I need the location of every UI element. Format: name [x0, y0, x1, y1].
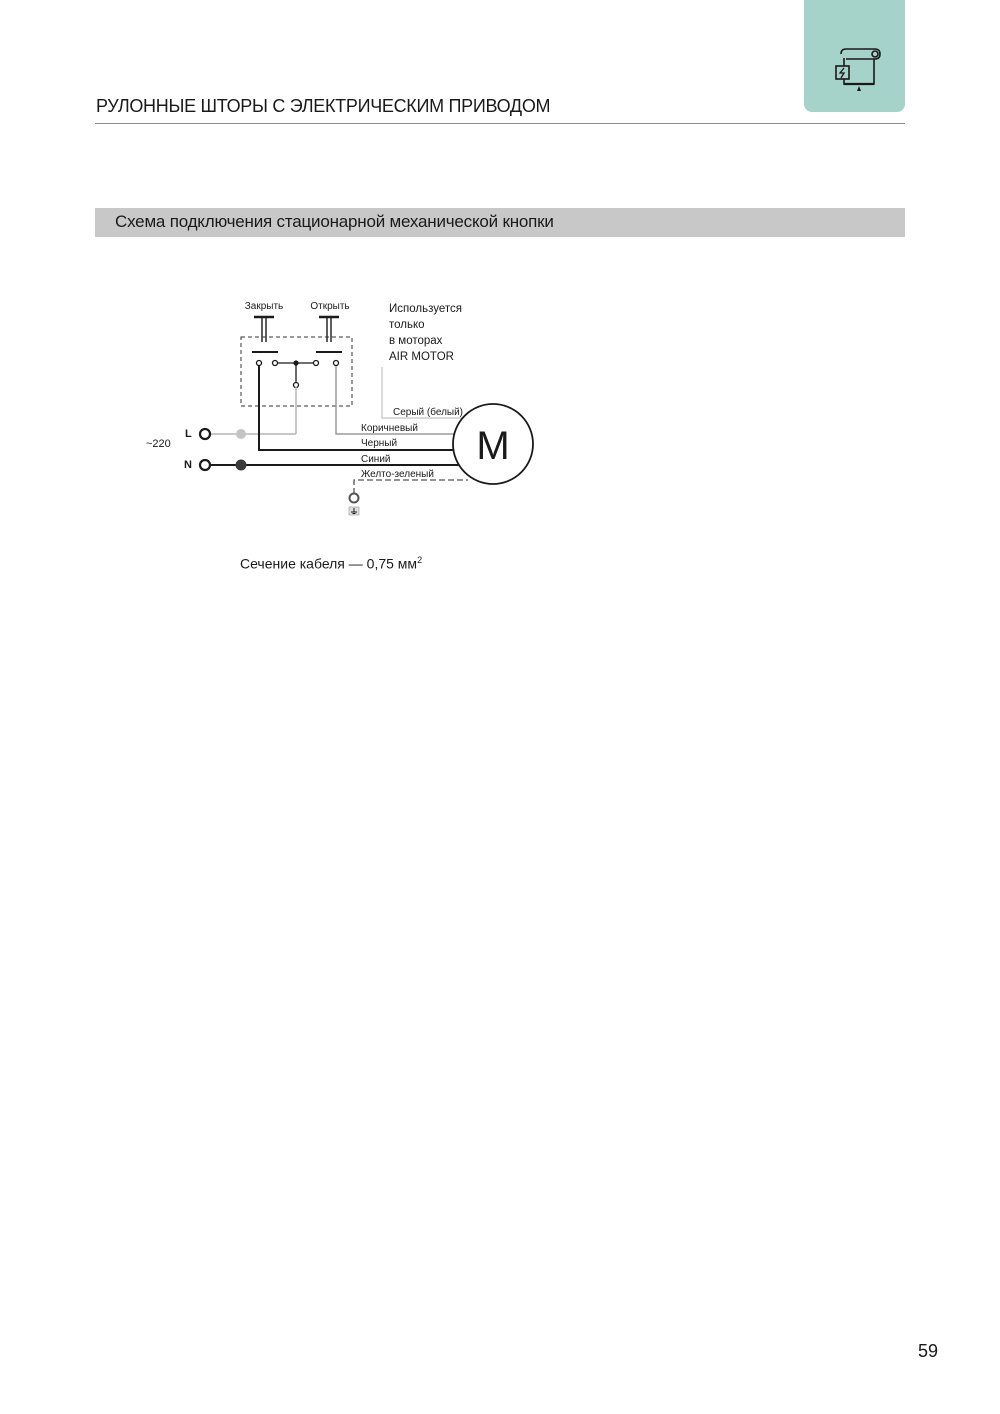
junction-l-dot [236, 429, 246, 439]
switch-contacts [257, 361, 339, 388]
note-line-2: только [389, 319, 425, 331]
junction-n-dot [236, 460, 247, 471]
terminal-l-symbol [200, 429, 210, 439]
ground-icon [349, 507, 359, 515]
note-line-3: в моторах [389, 335, 443, 347]
cable-section-caption [240, 555, 422, 572]
terminal-n-symbol [200, 460, 210, 470]
wire-label-grey: Серый (белый) [393, 407, 464, 418]
wire-label-brown: Коричневый [361, 423, 418, 434]
close-button-symbol [252, 317, 278, 352]
voltage-label: ~220 [146, 438, 171, 450]
open-button-label: Открыть [310, 301, 350, 312]
wire-label-blue: Синий [361, 454, 391, 465]
page-header-title: РУЛОННЫЕ ШТОРЫ С ЭЛЕКТРИЧЕСКИМ ПРИВОДОМ [96, 96, 551, 116]
page-number: 59 [918, 1341, 939, 1361]
wiring-diagram [0, 0, 1000, 600]
note-line-1: Используется [389, 303, 462, 315]
motor-label: M [476, 424, 510, 468]
caption-superscript: 2 [417, 555, 423, 565]
close-button-label: Закрыть [244, 301, 284, 312]
wire-label-yellow-green: Желто-зеленый [361, 469, 434, 480]
earth-terminal-symbol [350, 494, 359, 503]
wire-label-black: Черный [361, 438, 398, 449]
terminal-n-label: N [184, 459, 192, 471]
open-button-symbol [316, 317, 342, 352]
section-title: Схема подключения стационарной механической кнопки [115, 212, 554, 231]
caption-text: Сечение кабеля — 0,75 мм [240, 555, 418, 572]
terminal-l-label: L [185, 428, 192, 440]
note-line-4: AIR MOTOR [389, 351, 454, 363]
